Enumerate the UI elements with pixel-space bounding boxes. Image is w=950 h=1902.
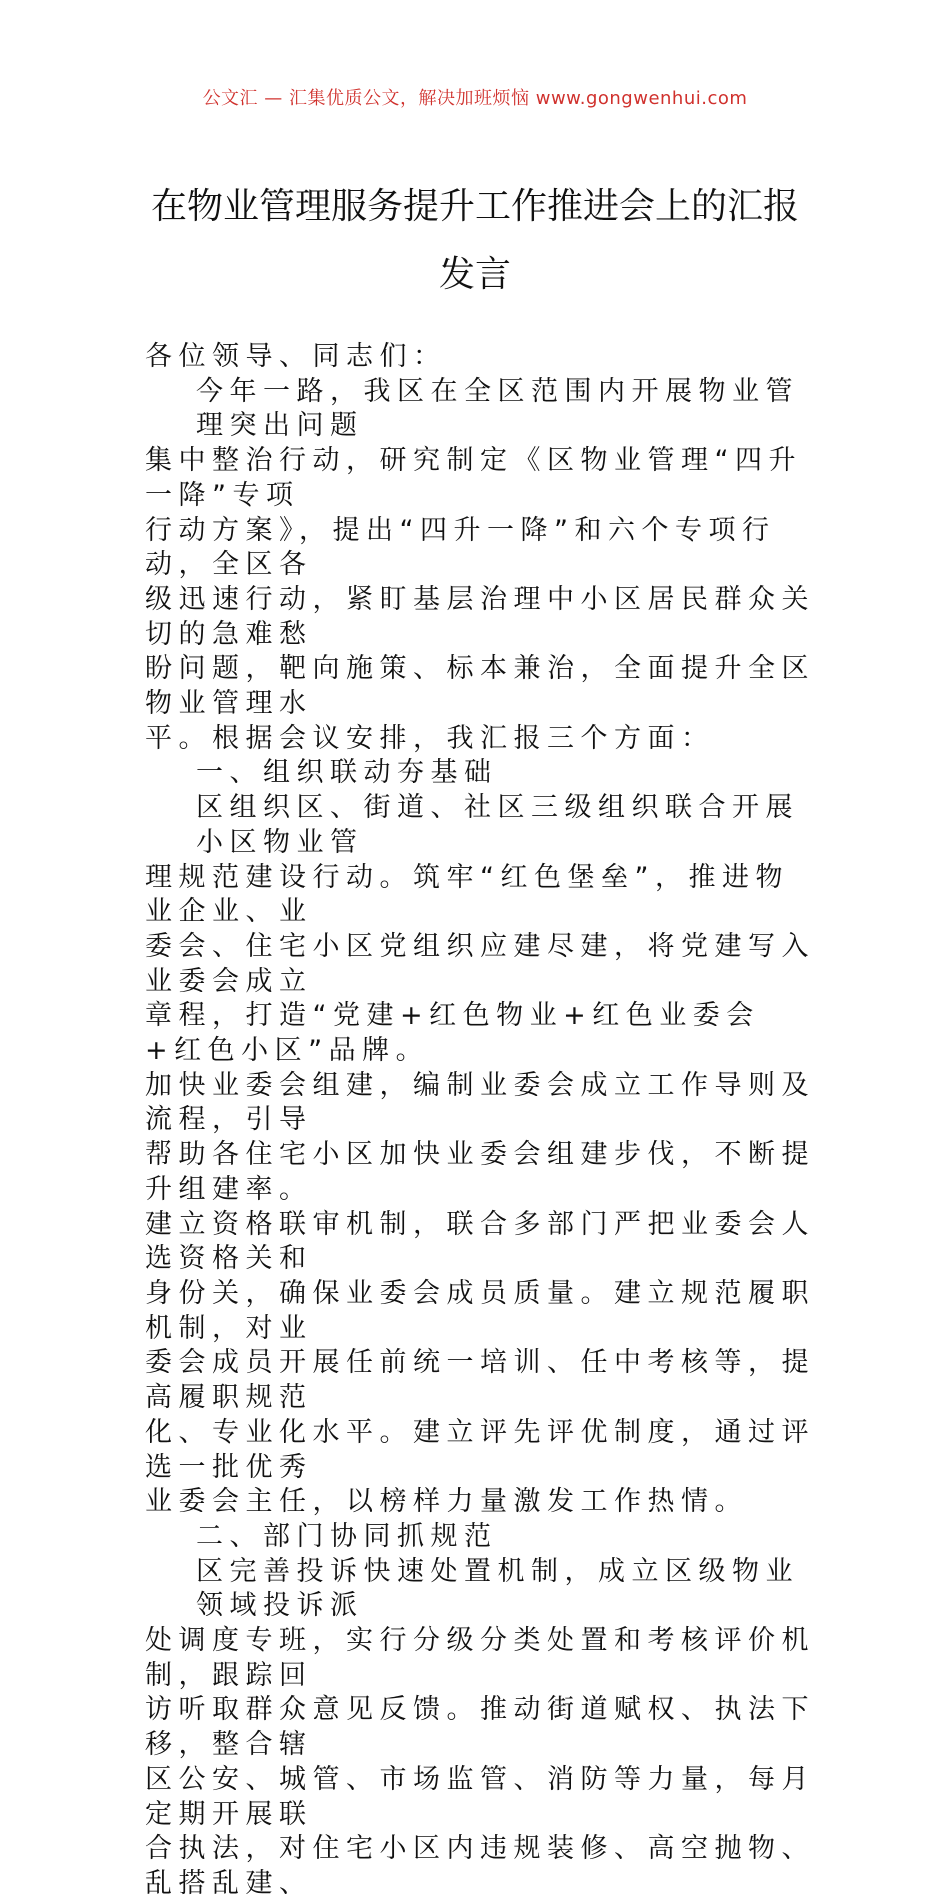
text-line: 业委会主任，以榜样力量激发工作热情。 [145,1486,748,1518]
text-line: 一、组织联动夯基础 [196,757,498,789]
text-line: 二、部门协同抓规范 [196,1520,498,1552]
text-line: 帮助各住宅小区加快业委会组建步伐，不断提升组建率。 [145,1139,815,1205]
text-line: 合执法，对住宅小区内违规装修、高空抛物、乱搭乱建、 [145,1833,815,1899]
text-line: 理规范建设行动。筑牢“红色堡垒”，推进物业企业、业 [145,861,789,928]
text-line: 平。根据会议安排，我汇报三个方面： [145,722,715,754]
text-line: 今年一路，我区在全区范围内开展物业管理突出问题 [196,375,799,442]
text-line: 各位领导、同志们： [145,341,447,372]
text-line: 化、专业化水平。建立评先评优制度，通过评选一批优秀 [145,1416,815,1483]
text-line: 盼问题，靶向施策、标本兼治，全面提升全区物业管理水 [145,653,815,720]
document-title-line-1: 在物业管理服务提升工作推进会上的汇报 [150,186,799,227]
text-line: 加快业委会组建，编制业委会成立工作导则及流程，引导 [145,1069,815,1136]
text-line: 委会、住宅小区党组织应建尽建，将党建写入业委会成立 [145,930,815,997]
text-line: 处调度专班，实行分级分类处置和考核评价机制，跟踪回 [145,1625,815,1691]
text-line: 区公安、城管、市场监管、消防等力量，每月定期开展联 [145,1763,815,1830]
text-line: 行动方案》，提出“四升一降”和六个专项行动，全区各 [145,514,776,581]
document-title-line-2: 发言 [438,254,511,295]
document-body [145,340,820,1902]
text-line: 区组织区、街道、社区三级组织联合开展小区物业管 [196,792,799,858]
text-line: 委会成员开展任前统一培训、任中考核等，提高履职规范 [145,1347,815,1414]
text-line: 访听取群众意见反馈。推动街道赋权、执法下移，整合辖 [145,1694,815,1761]
text-line: 区完善投诉快速处置机制，成立区级物业领域投诉派 [196,1555,799,1622]
site-header-banner: 公文汇 — 汇集优质公文，解决加班烦恼 www.gongwenhui.com [202,88,748,109]
text-line: 级迅速行动，紧盯基层治理中小区居民群众关切的急难愁 [145,583,815,650]
text-line: 身份关，确保业委会成员质量。建立规范履职机制，对业 [145,1277,815,1344]
text-line: 章程，打造“党建+红色物业+红色业委会+红色小区”品牌。 [145,1000,760,1067]
text-line: 集中整治行动，研究制定《区物业管理“四升一降”专项 [145,445,802,511]
text-line: 建立资格联审机制，联合多部门严把业委会人选资格关和 [145,1208,815,1275]
